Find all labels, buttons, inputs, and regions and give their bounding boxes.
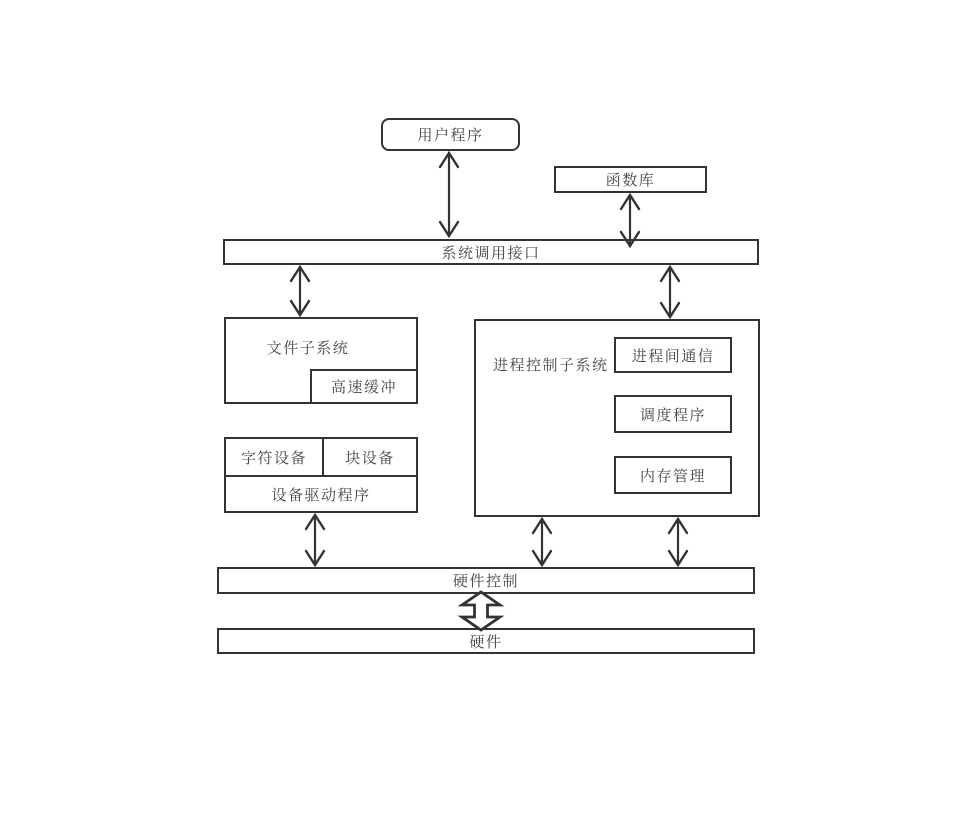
- user-program-box: [381, 118, 520, 151]
- user-program-label: 用户程序: [417, 127, 484, 144]
- device-driver-box: [224, 477, 418, 513]
- buffer-cache-box: [310, 369, 418, 404]
- process-control-subsystem-box: [474, 319, 760, 517]
- ipc-box: [614, 337, 732, 373]
- function-library-label: 函数库: [605, 172, 656, 189]
- char-device-box: [224, 437, 324, 477]
- scheduler-label: 调度程序: [639, 406, 706, 424]
- hardware-control-bar: [217, 567, 755, 594]
- syscall-interface-bar: [223, 239, 759, 265]
- ipc-label: 进程间通信: [631, 347, 715, 365]
- syscall-interface-label: 系统调用接口: [441, 244, 541, 262]
- hardware-bar: [217, 628, 755, 654]
- scheduler-box: [614, 395, 732, 433]
- memory-management-box: [614, 456, 732, 494]
- process-control-subsystem-label: 进程控制子系统: [493, 357, 609, 374]
- block-device-box: [324, 437, 418, 477]
- memory-management-label: 内存管理: [639, 467, 706, 485]
- block-device-label: 块设备: [345, 449, 395, 467]
- hollow-arrow-hardware-control-hardware: [462, 592, 500, 630]
- char-device-label: 字符设备: [240, 449, 307, 467]
- hardware-control-label: 硬件控制: [452, 573, 519, 590]
- device-driver-label: 设备驱动程序: [271, 486, 371, 504]
- function-library-box: [554, 166, 707, 193]
- file-subsystem-label: 文件子系统: [266, 340, 350, 357]
- hardware-label: 硬件: [469, 633, 503, 651]
- buffer-cache-label: 高速缓冲: [330, 379, 397, 396]
